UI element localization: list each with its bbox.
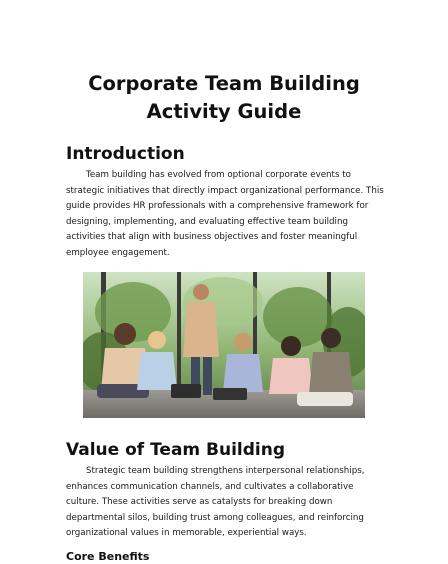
- subheading-core-benefits: Core Benefits: [66, 550, 150, 563]
- document-title-line-2: Activity Guide: [146, 100, 302, 123]
- section-heading-introduction: Introduction: [66, 144, 185, 164]
- introduction-paragraph: Team building has evolved from optional corporate events to strategic initiatives that directly impact organizational performance. This guide provides HR professionals with a comprehensive framework for designing, implementing, and evaluating effective team building activities that align with business objectives and foster meaningful employee engagement.: [66, 170, 384, 258]
- document-title-line-1: Corporate Team Building: [88, 72, 360, 95]
- section-heading-value-of-team-building: Value of Team Building: [66, 440, 286, 460]
- team-meeting-photo: [83, 272, 365, 418]
- document-title: [40, 70, 408, 126]
- value-of-team-building-paragraph: Strategic team building strengthens interpersonal relationships, enhances communication channels, and cultivates a collaborative culture. These activities serve as catalysts for breaking down departmental silos, building trust among colleagues, and reinforcing organizational values in memorable, experiential ways.: [66, 466, 365, 539]
